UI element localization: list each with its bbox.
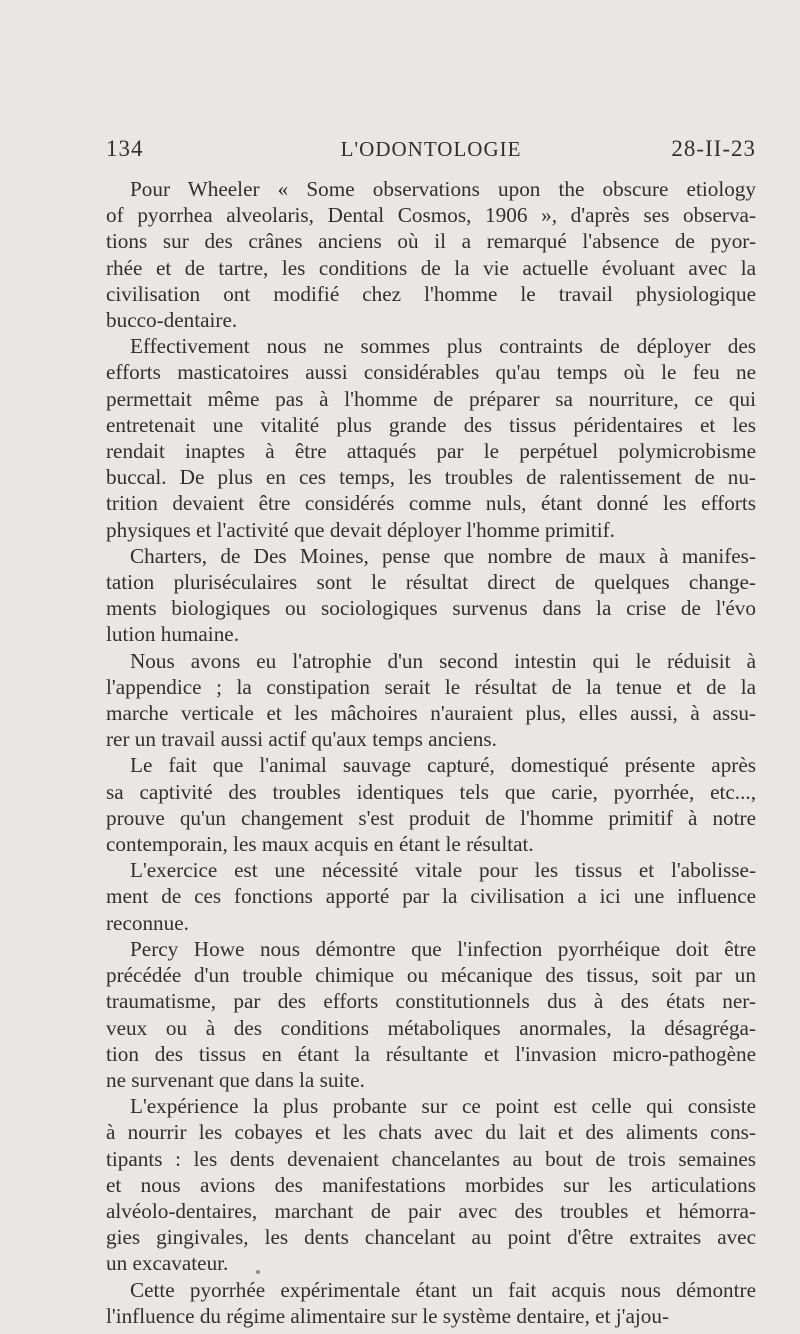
text-line: sa captivité des troubles identiques tels que carie, pyorrhée, etc..., <box>106 779 756 804</box>
text-line: à nourrir les cobayes et les chats avec du lait et des aliments cons- <box>106 1120 756 1145</box>
printing-mark <box>256 1270 260 1274</box>
text-line: tions sur des crânes anciens où il a remarqué l'absence de pyor- <box>106 229 756 254</box>
text-line: précédée d'un trouble chimique ou mécanique des tissus, soit par un <box>106 963 756 988</box>
text-line: ments biologiques ou sociologiques survenus dans la crise de l'évo <box>106 596 756 621</box>
paragraph <box>106 857 756 936</box>
text-line: buccal. De plus en ces temps, les troubles de ralentissement de nu- <box>106 465 756 490</box>
text-line: un excavateur. <box>106 1251 229 1276</box>
paragraph <box>106 936 756 1093</box>
text-line: alvéolo-dentaires, marchant de pair avec des troubles et hémorra- <box>106 1198 756 1223</box>
text-line: civilisation ont modifié chez l'homme le travail physiologique <box>106 281 756 306</box>
text-line: Effectivement nous ne sommes plus contraints de déployer des <box>130 334 756 359</box>
text-line: marche verticale et les mâchoires n'auraient plus, elles aussi, à assu- <box>106 701 756 726</box>
paragraph <box>106 543 756 648</box>
body-text <box>106 176 756 1329</box>
text-line: of pyorrhea alveolaris, Dental Cosmos, 1906 », d'après ses observa- <box>106 203 756 228</box>
text-line: veux ou à des conditions métaboliques anormales, la désagréga- <box>106 1015 756 1040</box>
text-line: l'influence du régime alimentaire sur le système dentaire, et j'ajou- <box>106 1303 669 1328</box>
running-header <box>106 136 756 166</box>
text-line: efforts masticatoires aussi considérables qu'au temps où le feu ne <box>106 360 756 385</box>
text-line: rendait inaptes à être attaqués par le perpétuel polymicrobisme <box>106 439 756 464</box>
text-line: trition devaient être considérés comme nuls, étant donné les efforts <box>106 491 756 516</box>
text-line: reconnue. <box>106 910 189 935</box>
text-line: ment de ces fonctions apporté par la civilisation a ici une influence <box>106 884 756 909</box>
text-line: L'exercice est une nécessité vitale pour les tissus et l'abolisse- <box>130 858 756 883</box>
page-number: 134 <box>106 136 144 161</box>
issue-date: 28-II-23 <box>671 136 756 161</box>
paragraph <box>106 752 756 857</box>
text-line: Pour Wheeler « Some observations upon the obscure etiology <box>130 177 756 201</box>
text-line: entretenait une vitalité plus grande des tissus péridentaires et les <box>106 412 756 437</box>
text-line: traumatisme, par des efforts constitutionnels dus à des états ner- <box>106 989 756 1014</box>
text-line: et nous avions des manifestations morbides sur les articulations <box>106 1172 756 1197</box>
text-line: Charters, de Des Moines, pense que nombre de maux à manifes- <box>130 543 756 568</box>
text-line: l'appendice ; la constipation serait le résultat de la tenue et de la <box>106 674 756 699</box>
text-line: tipants : les dents devenaient chancelantes au bout de trois semaines <box>106 1146 756 1171</box>
text-line: prouve qu'un changement s'est produit de l'homme primitif à notre <box>106 805 756 830</box>
text-line: tion des tissus en étant la résultante et l'invasion micro-pathogène <box>106 1041 756 1066</box>
text-line: Percy Howe nous démontre que l'infection pyorrhéique doit être <box>130 936 756 961</box>
text-line: lution humaine. <box>106 622 239 647</box>
text-line: physiques et l'activité que devait déployer l'homme primitif. <box>106 517 615 542</box>
text-line: gies gingivales, les dents chancelant au point d'être extraites avec <box>106 1225 756 1250</box>
paragraph <box>106 648 756 753</box>
journal-title: L'ODONTOLOGIE <box>340 137 522 161</box>
text-line: L'expérience la plus probante sur ce point est celle qui consiste <box>130 1094 756 1119</box>
paragraph <box>106 1277 756 1329</box>
paragraph <box>106 1093 756 1276</box>
paragraph <box>106 333 756 543</box>
text-line: rhée et de tartre, les conditions de la vie actuelle évoluant avec la <box>106 255 756 280</box>
text-line: Cette pyorrhée expérimentale étant un fait acquis nous démontre <box>130 1277 756 1302</box>
paragraph <box>106 176 756 333</box>
text-line: permettait même pas à l'homme de préparer sa nourriture, ce qui <box>106 386 756 411</box>
text-line: contemporain, les maux acquis en étant le résultat. <box>106 832 534 857</box>
text-line: rer un travail aussi actif qu'aux temps anciens. <box>106 727 497 752</box>
text-line: bucco-dentaire. <box>106 308 238 333</box>
text-line: Nous avons eu l'atrophie d'un second intestin qui le réduisit à <box>130 648 756 673</box>
text-line: Le fait que l'animal sauvage capturé, domestiqué présente après <box>130 753 756 778</box>
text-line: tation pluriséculaires sont le résultat direct de quelques change- <box>106 570 756 595</box>
text-line: ne survenant que dans la suite. <box>106 1067 365 1092</box>
